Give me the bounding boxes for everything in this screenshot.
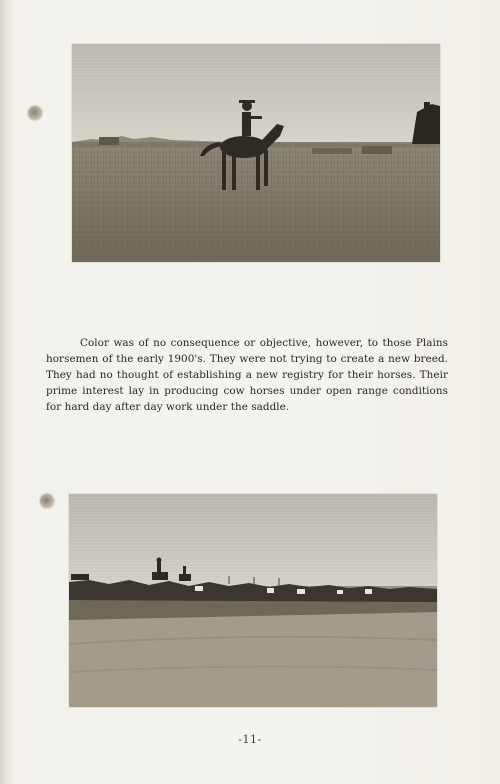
photo-cattle-herd-image — [69, 494, 437, 707]
page-number: -11- — [238, 733, 262, 746]
body-paragraph: Color was of no consequence or objective, however, to those Plains horsemen of the early 1900's. They were not trying to create a new breed. They had no thought of establishing a new registry for their horses. Their prime interest lay in producing cow horses under open range conditions for hard day after day work under the saddle. — [46, 337, 448, 413]
punch-hole — [40, 494, 54, 508]
photo-cattle-herd — [69, 494, 437, 707]
photo-rider-on-horse — [72, 44, 440, 262]
binding-edge — [0, 0, 10, 784]
photo-rider-on-horse-image — [72, 44, 440, 262]
punch-hole — [28, 106, 42, 120]
